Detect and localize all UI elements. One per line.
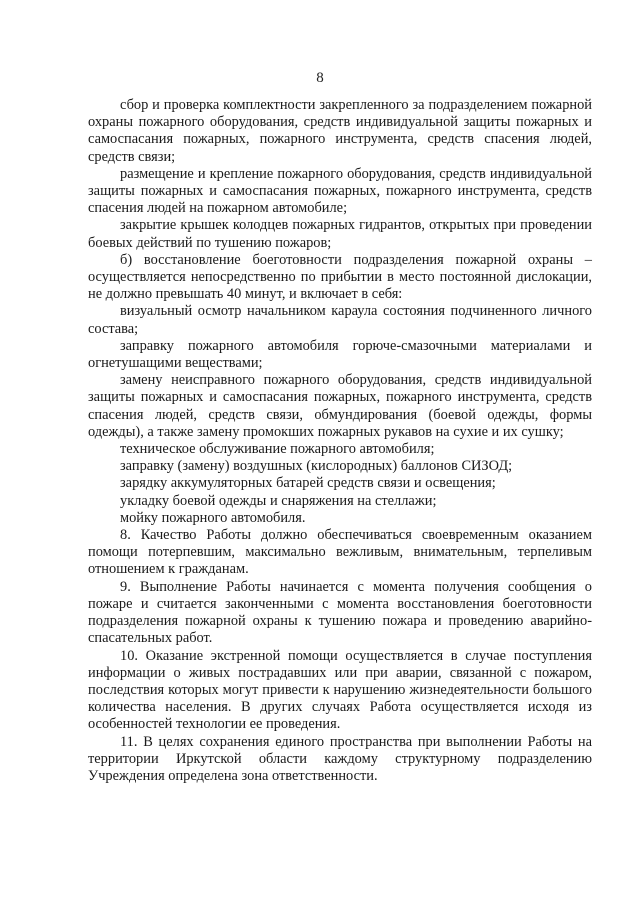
paragraph: сбор и проверка комплектности закрепленного за подразделением пожарной охраны пожарного оборудования, средств индивидуальной защиты пожарных и самоспасания пожарных, пожарного инструмента, средств спасения людей, средств связи; bbox=[88, 97, 592, 165]
paragraph: техническое обслуживание пожарного автомобиля; bbox=[120, 441, 435, 458]
paragraph: заправку пожарного автомобиля горюче-смазочными материалами и огнетушащими веществами; bbox=[88, 337, 592, 372]
paragraph: визуальный осмотр начальником караула состояния подчиненного личного состава; bbox=[88, 303, 592, 337]
paragraph: размещение и крепление пожарного оборудования, средств индивидуальной защиты пожарных и самоспасания пожарных, пожарного инструмента, средств спасения людей на пожарном автомобиле; bbox=[88, 165, 592, 217]
paragraph: 11. В целях сохранения единого пространства при выполнении Работы на территории Иркутской области каждому структурному подразделению Учреждения определена зона ответственности. bbox=[88, 733, 592, 784]
paragraph: заправку (замену) воздушных (кислородных) баллонов СИЗОД; bbox=[120, 458, 513, 475]
paragraph: 10. Оказание экстренной помощи осуществляется в случае поступления информации о живых пострадавших или при аварии, связанной с пожаром, последствия которых могут привести к нарушению жизнедеятельности большого количества населения. В других случаях Работа осуществляется исходя из особенностей технологии ее проведения. bbox=[88, 647, 592, 733]
paragraph: зарядку аккумуляторных батарей средств связи и освещения; bbox=[120, 475, 496, 492]
paragraph: 9. Выполнение Работы начинается с момента получения сообщения о пожаре и считается законченными с момента восстановления боеготовности подразделения пожарной охраны к тушению пожара и проведению аварийно-спасательных работ. bbox=[88, 578, 592, 647]
page-number: 8 bbox=[316, 70, 324, 86]
paragraph: мойку пожарного автомобиля. bbox=[120, 509, 306, 526]
paragraph: укладку боевой одежды и снаряжения на стеллажи; bbox=[120, 492, 437, 509]
paragraph: замену неисправного пожарного оборудования, средств индивидуальной защиты пожарных и самоспасания пожарных, пожарного инструмента, средств спасения людей, средств связи, обмундирования (боевой одежды, формы одежды), а также замену промокших пожарных рукавов на сухие и их сушку; bbox=[88, 372, 592, 440]
paragraph: закрытие крышек колодцев пожарных гидрантов, открытых при проведении боевых действий по тушению пожаров; bbox=[88, 217, 592, 251]
document-body bbox=[88, 97, 592, 785]
paragraph: б) восстановление боеготовности подразделения пожарной охраны – осуществляется непосредственно по прибытии в место постоянной дислокации, не должно превышать 40 минут, и включает в себя: bbox=[88, 251, 592, 303]
paragraph: 8. Качество Работы должно обеспечиваться своевременным оказанием помощи потерпевшим, максимально вежливым, внимательным, терпеливым отношением к гражданам. bbox=[88, 527, 592, 578]
